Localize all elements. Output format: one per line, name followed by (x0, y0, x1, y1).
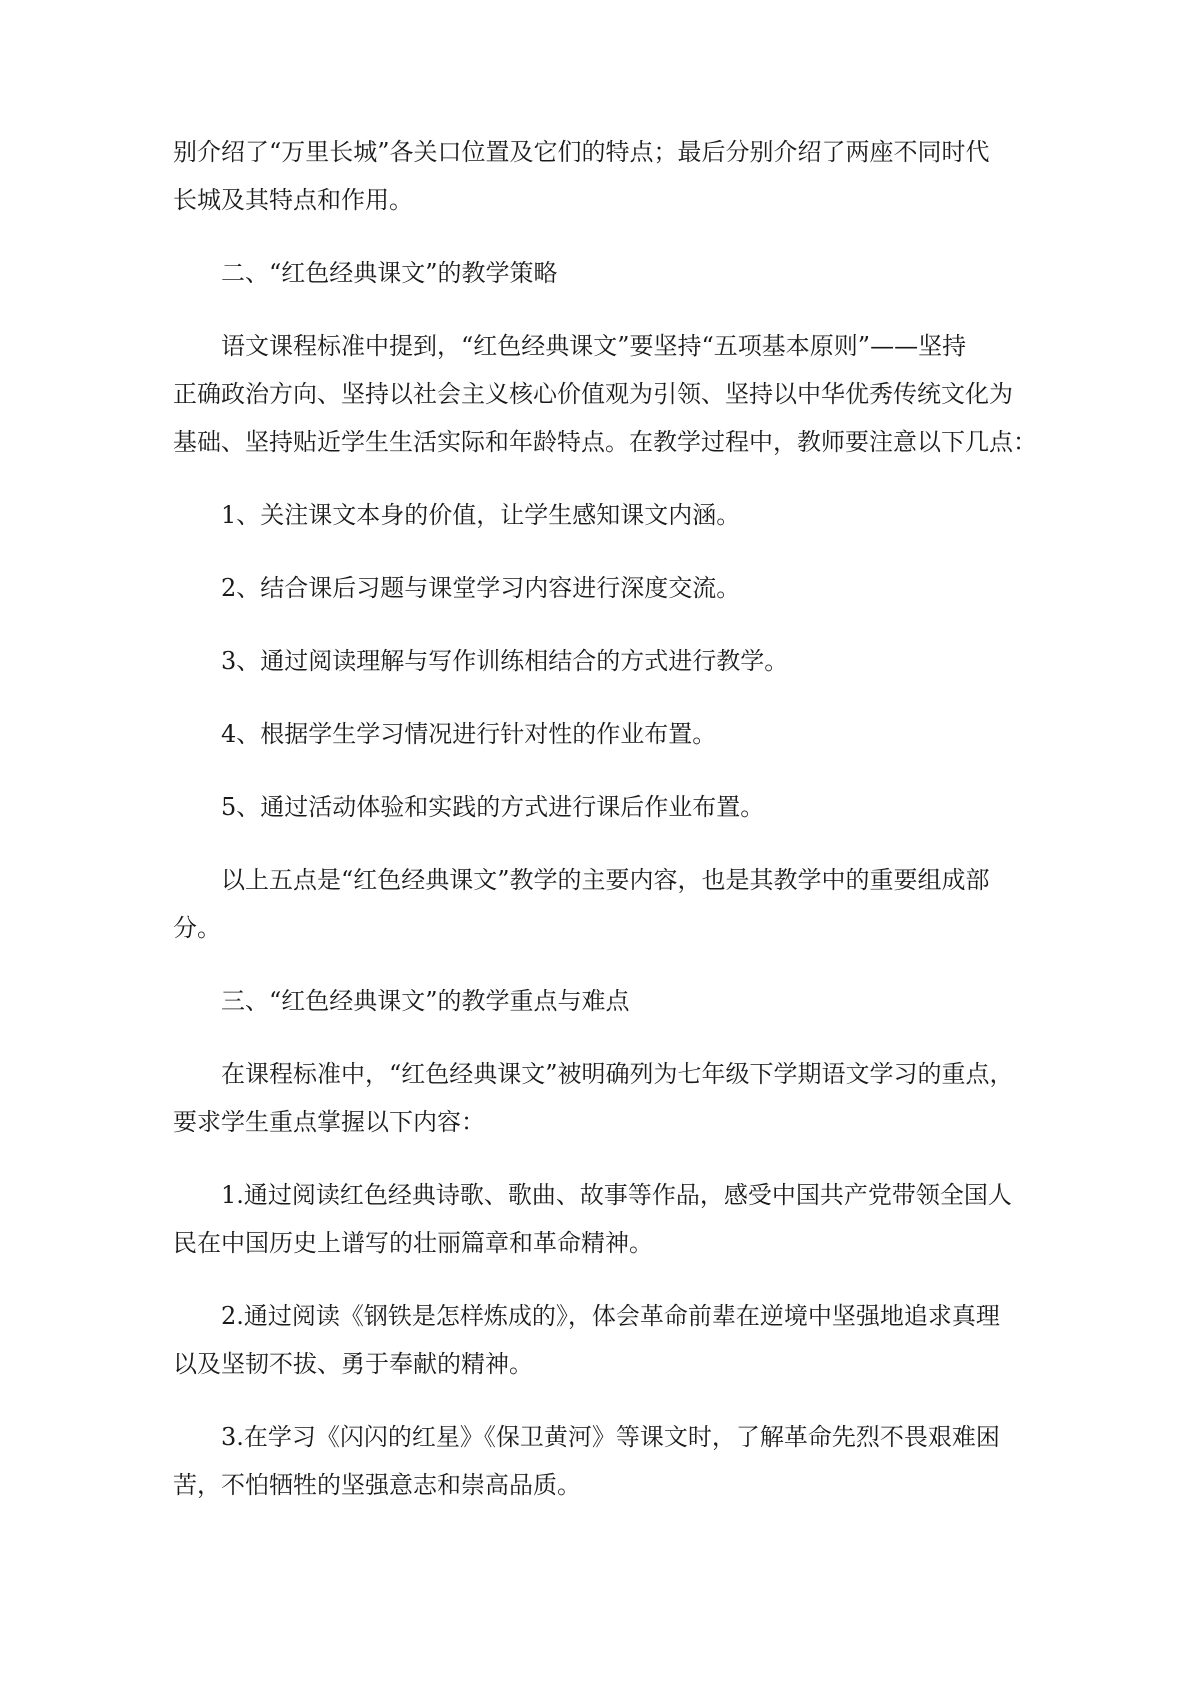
text-line: 民在中国历史上谱写的壮丽篇章和革命精神。 (173, 1229, 653, 1257)
text-line: 5、通过活动体验和实践的方式进行课后作业布置。 (221, 793, 765, 821)
text-line: 2、结合课后习题与课堂学习内容进行深度交流。 (221, 574, 741, 602)
list-item (173, 1171, 1033, 1267)
text-line: 苦，不怕牺牲的坚强意志和崇高品质。 (173, 1471, 581, 1499)
document-body (173, 128, 1037, 1534)
paragraph (173, 128, 1033, 224)
text-line: 以上五点是“红色经典课文”教学的主要内容，也是其教学中的重要组成部 (221, 866, 990, 894)
section-heading (173, 977, 1033, 1025)
text-line: 分。 (173, 914, 221, 942)
text-line: 二、“红色经典课文”的教学策略 (221, 259, 558, 287)
list-item (173, 564, 1033, 612)
text-line: 要求学生重点掌握以下内容： (173, 1108, 485, 1136)
text-line: 4、根据学生学习情况进行针对性的作业布置。 (221, 720, 717, 748)
text-line: 1.通过阅读红色经典诗歌、歌曲、故事等作品，感受中国共产党带领全国人 (221, 1181, 1012, 1209)
text-line: 在课程标准中，“红色经典课文”被明确列为七年级下学期语文学习的重点， (221, 1060, 1014, 1088)
list-item (173, 1292, 1033, 1388)
list-item (173, 637, 1033, 685)
list-item (173, 710, 1033, 758)
paragraph (173, 856, 1033, 952)
paragraph (173, 322, 1037, 466)
text-line: 三、“红色经典课文”的教学重点与难点 (221, 987, 630, 1015)
text-line: 2.通过阅读《钢铁是怎样炼成的》，体会革命前辈在逆境中坚强地追求真理 (221, 1302, 1000, 1330)
text-line: 3、通过阅读理解与写作训练相结合的方式进行教学。 (221, 647, 789, 675)
text-line: 语文课程标准中提到，“红色经典课文”要坚持“五项基本原则”——坚持 (221, 332, 967, 360)
text-line: 别介绍了“万里长城”各关口位置及它们的特点；最后分别介绍了两座不同时代 (173, 138, 990, 166)
text-line: 长城及其特点和作用。 (173, 186, 413, 214)
list-item (173, 491, 1033, 539)
text-line: 1、关注课文本身的价值，让学生感知课文内涵。 (221, 501, 741, 529)
list-item (173, 1413, 1033, 1509)
text-line: 正确政治方向、坚持以社会主义核心价值观为引领、坚持以中华优秀传统文化为 (173, 380, 1013, 408)
text-line: 3.在学习《闪闪的红星》《保卫黄河》等课文时，了解革命先烈不畏艰难困 (221, 1423, 1000, 1451)
list-item (173, 783, 1033, 831)
paragraph (173, 1050, 1033, 1146)
section-heading (173, 249, 1033, 297)
text-line: 基础、坚持贴近学生生活实际和年龄特点。在教学过程中，教师要注意以下几点： (173, 428, 1037, 456)
text-line: 以及坚韧不拔、勇于奉献的精神。 (173, 1350, 533, 1378)
